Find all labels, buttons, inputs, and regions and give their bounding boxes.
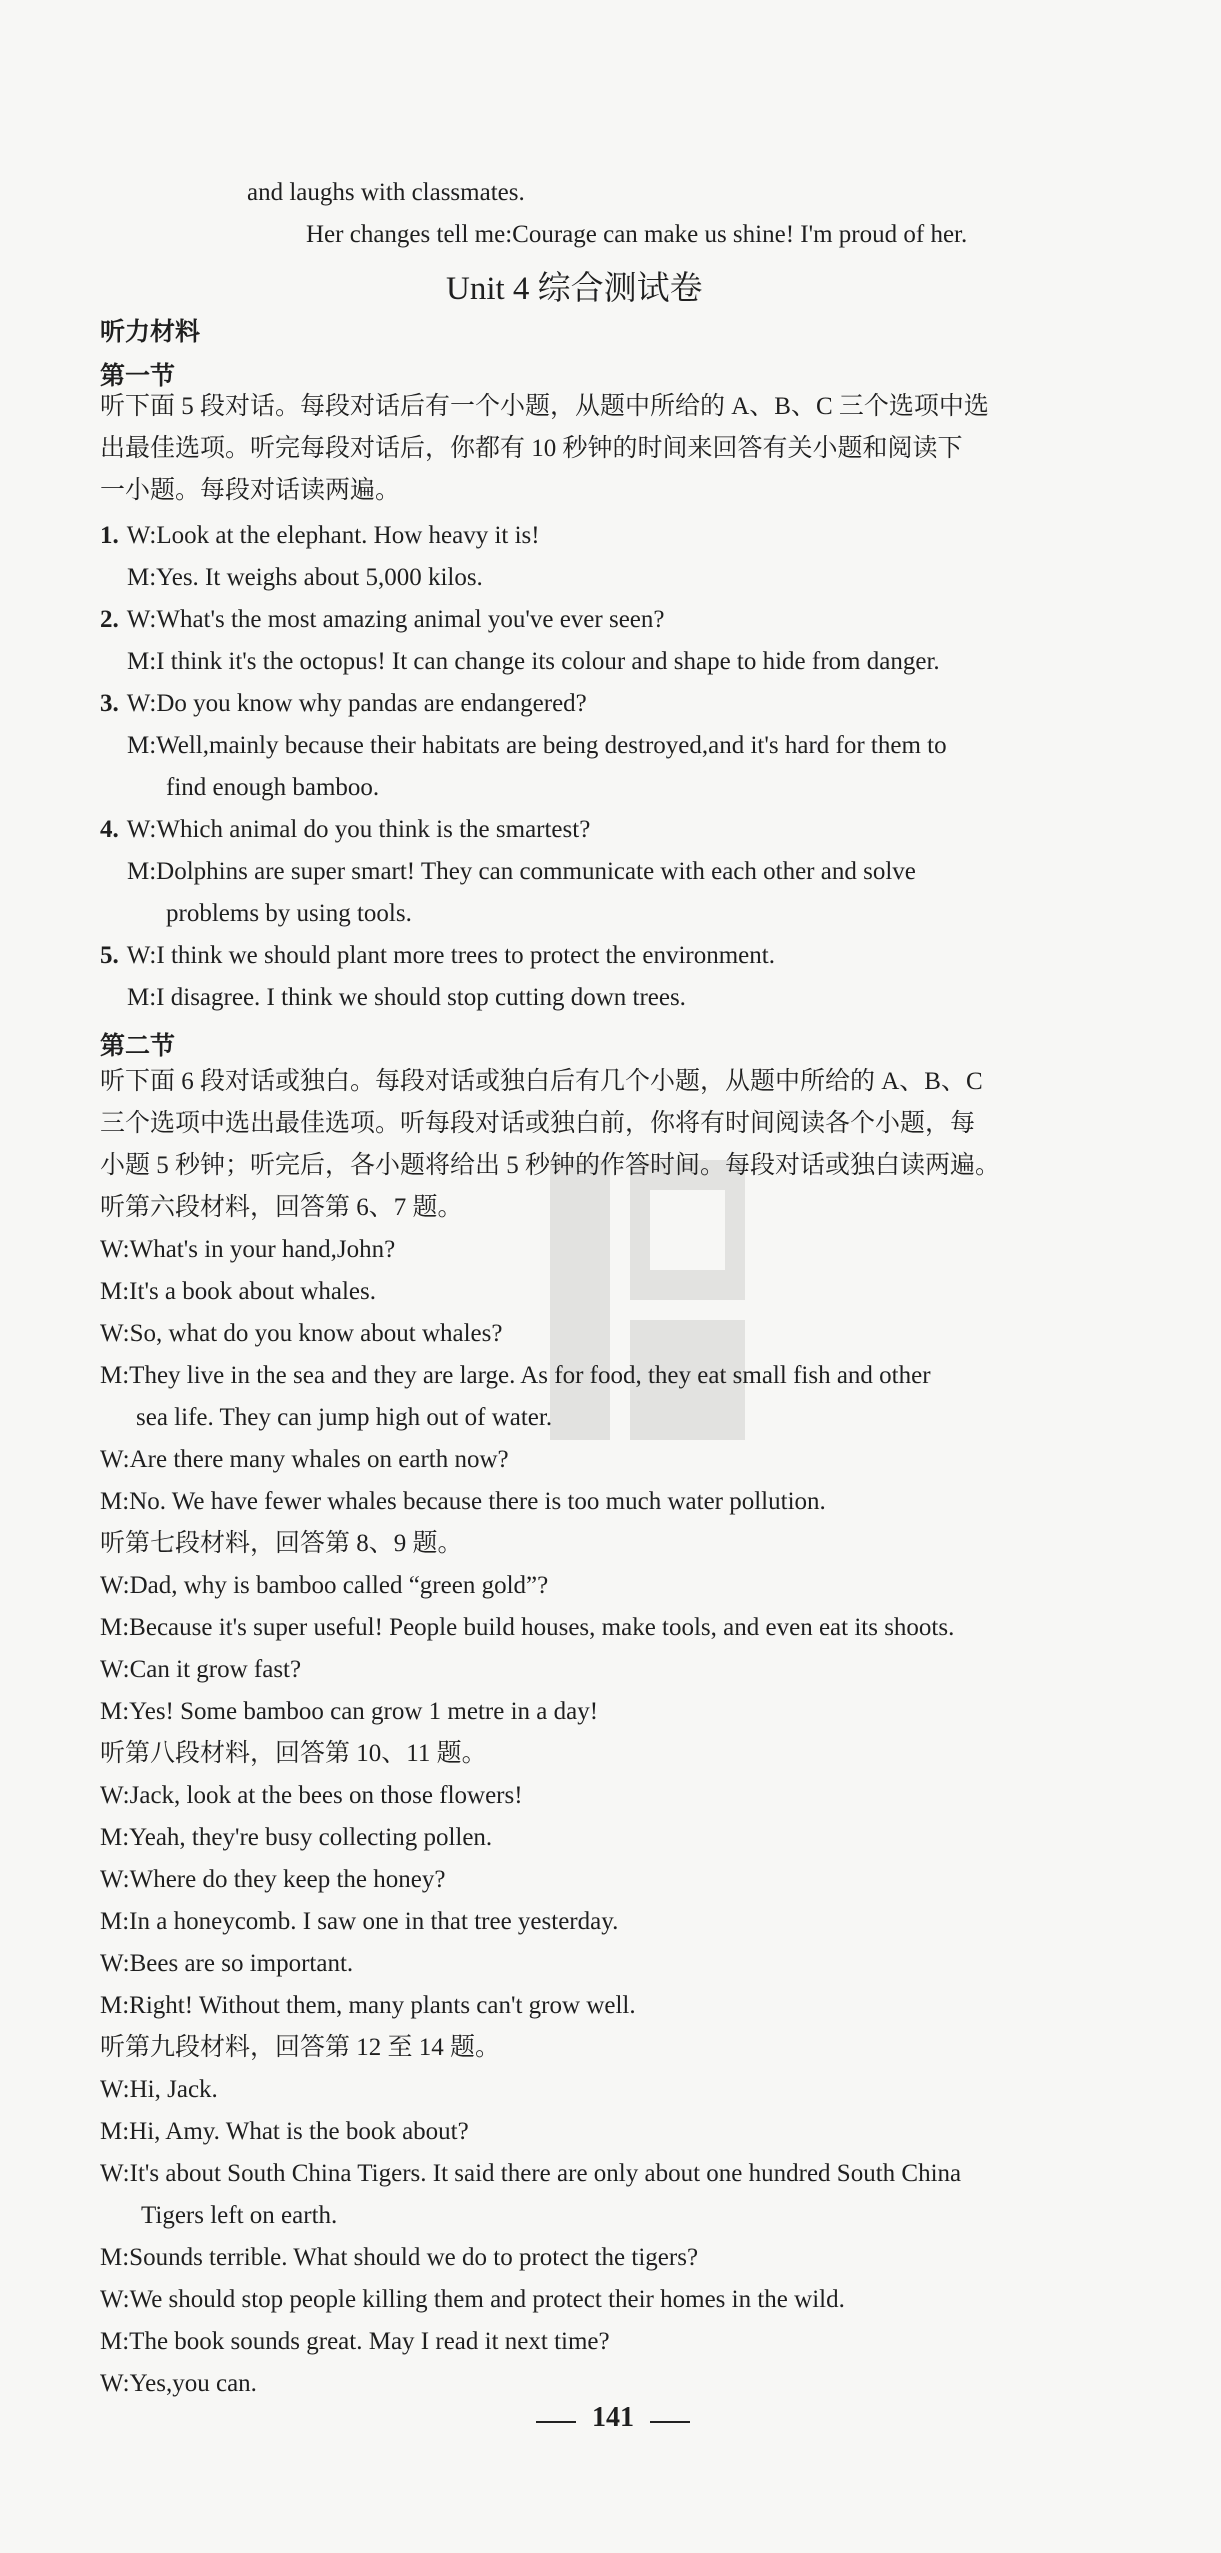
dialogue-line: M:Hi, Amy. What is the book about?	[100, 2118, 469, 2145]
question-number: 1.	[100, 522, 119, 549]
dialogue-line: W:Which animal do you think is the smartest?	[126, 816, 591, 843]
dialogue-line: W:Jack, look at the bees on those flowers!	[100, 1782, 523, 1809]
section-label: 听第七段材料，回答第 8、9 题。	[100, 1530, 463, 1557]
part1-instruction-2: 出最佳选项。听完每段对话后，你都有 10 秒钟的时间来回答有关小题和阅读下	[100, 435, 963, 462]
question-number: 5.	[100, 942, 119, 969]
dialogue-line: M:Yeah, they're busy collecting pollen.	[100, 1824, 493, 1851]
dialogue-line-continued: Tigers left on earth.	[141, 2202, 338, 2229]
dialogue-line: M:I think it's the octopus! It can change its colour and shape to hide from danger.	[127, 648, 940, 675]
question-number: 2.	[100, 606, 119, 633]
part1-heading: 第一节	[100, 361, 176, 390]
page-title: Unit 4 综合测试卷	[446, 271, 703, 307]
question-number: 3.	[100, 690, 119, 717]
part2-instruction-1: 听下面 6 段对话或独白。每段对话或独白后有几个小题，从题中所给的 A、B、C	[100, 1068, 983, 1095]
dialogue-line: M:Because it's super useful! People build houses, make tools, and even eat its shoots.	[100, 1614, 955, 1641]
question-4	[100, 809, 590, 851]
dialogue-line: W:Yes,you can.	[100, 2370, 257, 2397]
intro-line-2: Her changes tell me:Courage can make us shine! I'm proud of her.	[306, 221, 968, 248]
watermark-logo	[540, 1150, 755, 1450]
dialogue-line: W:Can it grow fast?	[100, 1656, 302, 1683]
part1-instruction-3: 一小题。每段对话读两遍。	[100, 477, 401, 504]
dialogue-line: M:Right! Without them, many plants can't grow well.	[100, 1992, 636, 2019]
dialogue-line: M:Sounds terrible. What should we do to protect the tigers?	[100, 2244, 699, 2271]
page-number: 141	[592, 2402, 634, 2433]
dialogue-line: W:What's the most amazing animal you've ever seen?	[126, 606, 665, 633]
intro-line-1: and laughs with classmates.	[247, 179, 525, 206]
dialogue-line: W:It's about South China Tigers. It said there are only about one hundred South China	[100, 2160, 962, 2187]
dialogue-line: M:They live in the sea and they are large. As for food, they eat small fish and other	[100, 1362, 931, 1389]
dialogue-line: W:Hi, Jack.	[100, 2076, 218, 2103]
dialogue-line-continued: find enough bamboo.	[166, 774, 380, 801]
dialogue-line-continued: problems by using tools.	[166, 900, 412, 927]
footer-dash-left	[536, 2421, 576, 2423]
section-label: 听第九段材料，回答第 12 至 14 题。	[100, 2034, 501, 2061]
dialogue-line: M:I disagree. I think we should stop cutting down trees.	[127, 984, 686, 1011]
section-label: 听第六段材料，回答第 6、7 题。	[100, 1194, 463, 1221]
dialogue-line: W:Dad, why is bamboo called “green gold”?	[100, 1572, 549, 1599]
question-3	[100, 683, 587, 725]
dialogue-line: W:Bees are so important.	[100, 1950, 354, 1977]
dialogue-line: W:I think we should plant more trees to protect the environment.	[126, 942, 775, 969]
dialogue-line: M:Well,mainly because their habitats are being destroyed,and it's hard for them to	[127, 732, 947, 759]
question-number: 4.	[100, 816, 119, 843]
dialogue-line: W:Where do they keep the honey?	[100, 1866, 446, 1893]
part1-instruction-1: 听下面 5 段对话。每段对话后有一个小题，从题中所给的 A、B、C 三个选项中选	[100, 393, 989, 420]
dialogue-line: M:It's a book about whales.	[100, 1278, 376, 1305]
dialogue-line: M:Yes. It weighs about 5,000 kilos.	[127, 564, 483, 591]
dialogue-line: W:Do you know why pandas are endangered?	[126, 690, 587, 717]
part2-instruction-3: 小题 5 秒钟；听完后，各小题将给出 5 秒钟的作答时间。每段对话或独白读两遍。	[100, 1152, 1001, 1179]
dialogue-line: M:In a honeycomb. I saw one in that tree yesterday.	[100, 1908, 619, 1935]
dialogue-line: W:Look at the elephant. How heavy it is!	[126, 522, 540, 549]
part2-instruction-2: 三个选项中选出最佳选项。听每段对话或独白前，你将有时间阅读各个小题，每	[100, 1110, 976, 1137]
question-1	[100, 515, 540, 557]
dialogue-line-continued: sea life. They can jump high out of water.	[136, 1404, 553, 1431]
part2-heading: 第二节	[100, 1031, 176, 1060]
section-heading-listening: 听力材料	[100, 317, 201, 346]
dialogue-line: M:The book sounds great. May I read it next time?	[100, 2328, 610, 2355]
dialogue-line: M:No. We have fewer whales because there is too much water pollution.	[100, 1488, 826, 1515]
dialogue-line: M:Yes! Some bamboo can grow 1 metre in a day!	[100, 1698, 599, 1725]
dialogue-line: W:Are there many whales on earth now?	[100, 1446, 509, 1473]
question-2	[100, 599, 665, 641]
dialogue-line: M:Dolphins are super smart! They can communicate with each other and solve	[127, 858, 916, 885]
dialogue-line: W:What's in your hand,John?	[100, 1236, 396, 1263]
dialogue-line: W:We should stop people killing them and protect their homes in the wild.	[100, 2286, 845, 2313]
section-label: 听第八段材料，回答第 10、11 题。	[100, 1740, 487, 1767]
question-5	[100, 935, 775, 977]
footer-dash-right	[650, 2421, 690, 2423]
page-number-footer	[520, 2397, 706, 2443]
dialogue-line: W:So, what do you know about whales?	[100, 1320, 503, 1347]
